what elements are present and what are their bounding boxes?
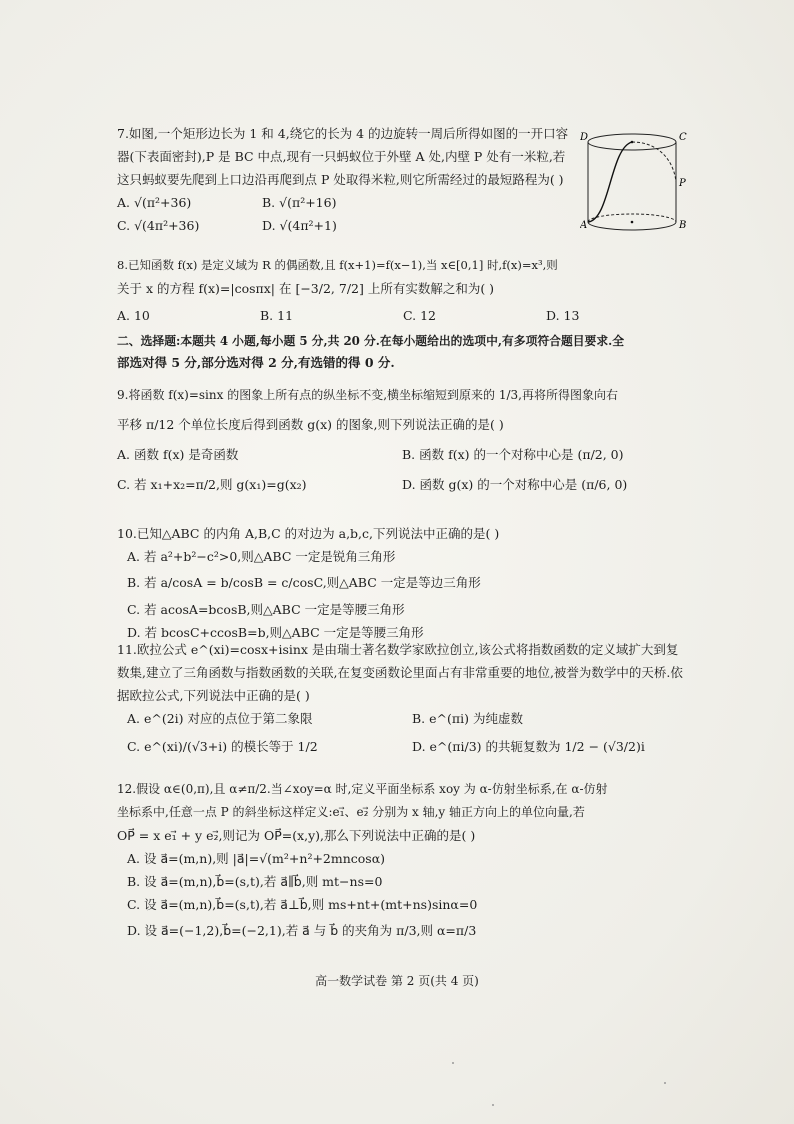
ant-path-outer xyxy=(588,142,632,222)
question-10 xyxy=(117,522,687,644)
question-12 xyxy=(117,778,692,946)
question-11-option-b: B. e^(πi) 为纯虚数 xyxy=(412,711,523,726)
question-8-option-b: B. 11 xyxy=(260,308,294,323)
question-7 xyxy=(117,122,572,237)
cylinder-figure xyxy=(580,128,690,238)
scan-speck xyxy=(492,1104,494,1106)
question-7-option-c: C. √(4π²+36) xyxy=(117,218,200,233)
question-12-stem-line3: OP⃗ = x e₁⃗ + y e₂⃗,则记为 OP⃗=(x,y),那么下列说法中正确的是( ) xyxy=(117,828,476,843)
question-10-option-a: A. 若 a²+b²−c²>0,则△ABC 一定是锐角三角形 xyxy=(127,549,396,564)
scan-speck xyxy=(452,1062,454,1064)
question-11-option-c: C. e^(xi)/(√3+i) 的模长等于 1/2 xyxy=(127,739,318,754)
label-p: P xyxy=(679,178,686,189)
question-10-option-c: C. 若 acosA=bcosB,则△ABC 一定是等腰三角形 xyxy=(127,602,405,617)
question-9-stem-line2: 平移 π/12 个单位长度后得到函数 g(x) 的图象,则下列说法正确的是( ) xyxy=(117,417,504,432)
question-7-option-d: D. √(4π²+1) xyxy=(262,218,337,233)
question-9-option-b: B. 函数 f(x) 的一个对称中心是 (π/2, 0) xyxy=(402,447,624,462)
label-a: A xyxy=(580,220,588,231)
question-10-stem: 10.已知△ABC 的内角 A,B,C 的对边为 a,b,c,下列说法中正确的是( ) xyxy=(117,526,500,541)
question-12-option-a: A. 设 a⃗=(m,n),则 |a⃗|=√(m²+n²+2mncosα) xyxy=(127,851,386,866)
question-9-stem-line1: 9.将函数 f(x)=sinx 的图象上所有点的纵坐标不变,横坐标缩短到原来的 1/3,再将所得图象向右 xyxy=(117,388,618,402)
question-9-option-a: A. 函数 f(x) 是奇函数 xyxy=(117,447,239,462)
question-8-option-c: C. 12 xyxy=(403,308,436,323)
section-2-line1: 二、选择题:本题共 4 小题,每小题 5 分,共 20 分.在每小题给出的选项中,有多项符合题目要求.全 xyxy=(117,334,625,348)
question-7-option-a: A. √(π²+36) xyxy=(117,195,192,210)
question-8-option-d: D. 13 xyxy=(546,308,580,323)
question-12-option-b: B. 设 a⃗=(m,n),b⃗=(s,t),若 a⃗∥b⃗,则 mt−ns=0 xyxy=(127,874,383,889)
bottom-center-dot xyxy=(631,221,634,224)
question-10-option-b: B. 若 a/cosA = b/cosB = c/cosC,则△ABC 一定是等边三角形 xyxy=(127,575,481,590)
ant-path-inner xyxy=(632,142,676,182)
question-7-stem: 7.如图,一个矩形边长为 1 和 4,绕它的长为 4 的边旋转一周后所得如图的一开口容器(下表面密封),P 是 BC 中点,现有一只蚂蚁位于外壁 A 处,内壁 P 处有一米粒,若这只蚂蚁要先爬到上口边沿再爬到点 P 处取得米粒,则它所需经过的最短路程为( ) xyxy=(117,126,569,187)
question-12-stem-line2: 坐标系中,任意一点 P 的斜坐标这样定义:e₁⃗、e₂⃗ 分别为 x 轴,y 轴正方向上的单位向量,若 xyxy=(117,805,585,819)
question-11-stem: 11.欧拉公式 e^(xi)=cosx+isinx 是由瑞士著名数学家欧拉创立,该公式将指数函数的定义域扩大到复数集,建立了三角函数与指数函数的关联,在复变函数论里面占有非常重要的地位,被誉为数学中的天桥.依据欧拉公式,下列说法中正确的是( ) xyxy=(117,642,683,703)
question-9-option-c: C. 若 x₁+x₂=π/2,则 g(x₁)=g(x₂) xyxy=(117,477,307,492)
question-8-stem-line1: 8.已知函数 f(x) 是定义域为 R 的偶函数,且 f(x+1)=f(x−1),当 x∈[0,1] 时,f(x)=x³,则 xyxy=(117,258,558,272)
question-11-option-a: A. e^(2i) 对应的点位于第二象限 xyxy=(127,711,313,726)
question-10-option-d: D. 若 bcosC+ccosB=b,则△ABC 一定是等腰三角形 xyxy=(127,625,424,640)
question-12-stem-line1: 12.假设 α∈(0,π),且 α≠π/2.当∠xoy=α 时,定义平面坐标系 xoy 为 α-仿射坐标系,在 α-仿射 xyxy=(117,782,608,796)
label-d: D xyxy=(580,132,589,143)
question-9 xyxy=(117,380,692,500)
top-center-dot xyxy=(631,141,634,144)
label-c: C xyxy=(679,132,687,143)
scan-speck xyxy=(664,1082,666,1084)
question-11-option-d: D. e^(πi/3) 的共轭复数为 1/2 − (√3/2)i xyxy=(412,739,645,754)
question-8-stem-line2: 关于 x 的方程 f(x)=|cosπx| 在 [−3/2, 7/2] 上所有实数解之和为( ) xyxy=(117,281,495,296)
question-12-option-d: D. 设 a⃗=(−1,2),b⃗=(−2,1),若 a⃗ 与 b⃗ 的夹角为 π/3,则 α=π/3 xyxy=(127,923,477,938)
section-2-header xyxy=(117,330,692,374)
question-9-option-d: D. 函数 g(x) 的一个对称中心是 (π/6, 0) xyxy=(402,477,628,492)
page-footer: 高一数学试卷 第 2 页(共 4 页) xyxy=(315,974,479,988)
question-12-option-c: C. 设 a⃗=(m,n),b⃗=(s,t),若 a⃗⊥b⃗,则 ms+nt+(mt+ns)sinα=0 xyxy=(127,897,478,912)
question-7-option-b: B. √(π²+16) xyxy=(262,195,337,210)
label-b: B xyxy=(679,220,687,231)
question-8-option-a: A. 10 xyxy=(117,308,150,323)
question-11 xyxy=(117,638,689,764)
question-8 xyxy=(117,254,697,327)
section-2-line2: 部选对得 5 分,部分选对得 2 分,有选错的得 0 分. xyxy=(117,355,395,370)
